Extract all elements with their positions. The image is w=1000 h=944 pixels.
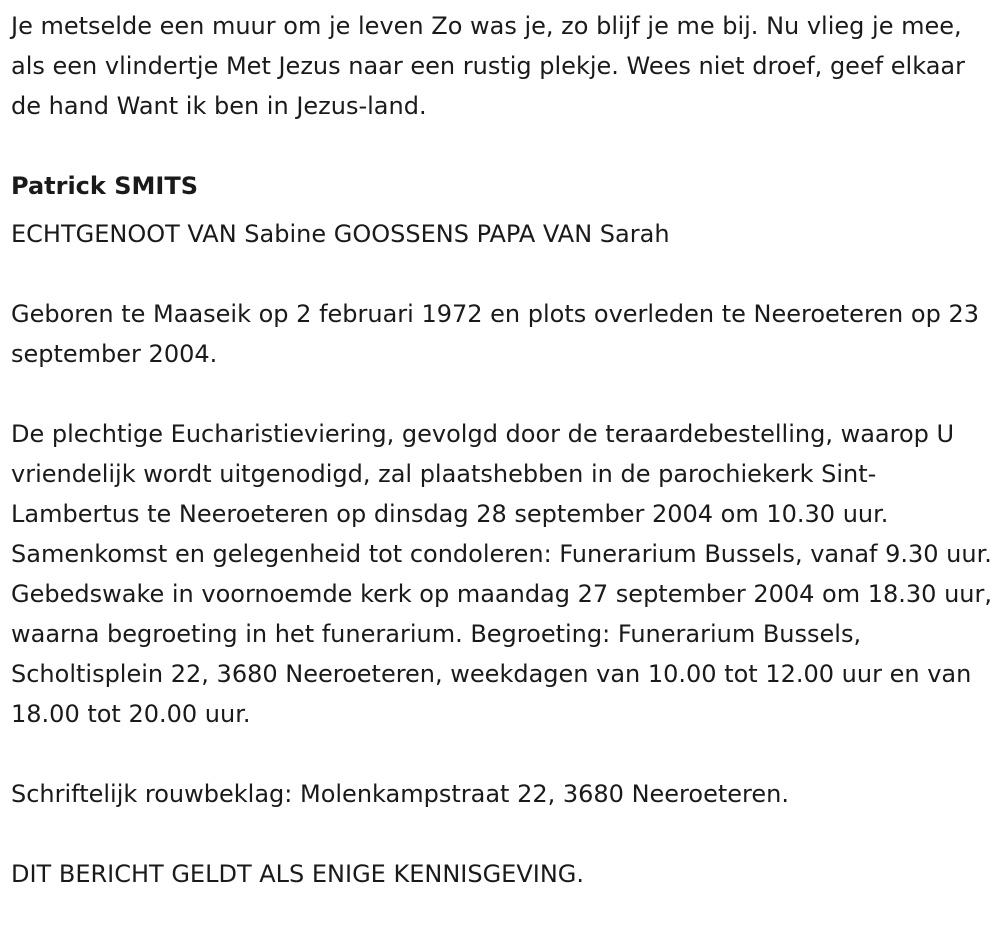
deceased-name: Patrick SMITS [11, 172, 198, 200]
condolence-address: Schriftelijk rouwbeklag: Molenkampstraat 22, 3680 Neeroeteren. [11, 780, 789, 808]
family-relation: ECHTGENOOT VAN Sabine GOOSSENS PAPA VAN Sarah [11, 220, 670, 248]
poem-text: Je metselde een muur om je leven Zo was je, zo blijf je me bij. Nu vlieg je mee, als een vlindertje Met Jezus naar een rustig plekje. Wees niet droef, geef elkaar de hand Want ik ben in Jezus-land. [11, 12, 965, 120]
birth-death-text: Geboren te Maaseik op 2 februari 1972 en plots overleden te Neeroeteren op 23 september 2004. [11, 300, 979, 368]
notice-text: DIT BERICHT GELDT ALS ENIGE KENNISGEVING. [11, 860, 585, 888]
obituary-notice [11, 6, 996, 894]
ceremony-text: De plechtige Eucharistieviering, gevolgd door de teraardebestelling, waarop U vriendelijk wordt uitgenodigd, zal plaatshebben in de parochiekerk Sint-Lambertus te Neeroeteren op dinsdag 28 september 2004 om 10.30 uur. Samenkomst en gelegenheid tot condoleren: Funerarium Bussels, vanaf 9.30 uur. Gebedswake in voornoemde kerk op maandag 27 september 2004 om 18.30 uur, waarna begroeting in het funerarium. Begroeting: Funerarium Bussels, Scholtisplein 22, 3680 Neeroeteren, weekdagen van 10.00 tot 12.00 uur en van 18.00 tot 20.00 uur. [11, 420, 992, 728]
